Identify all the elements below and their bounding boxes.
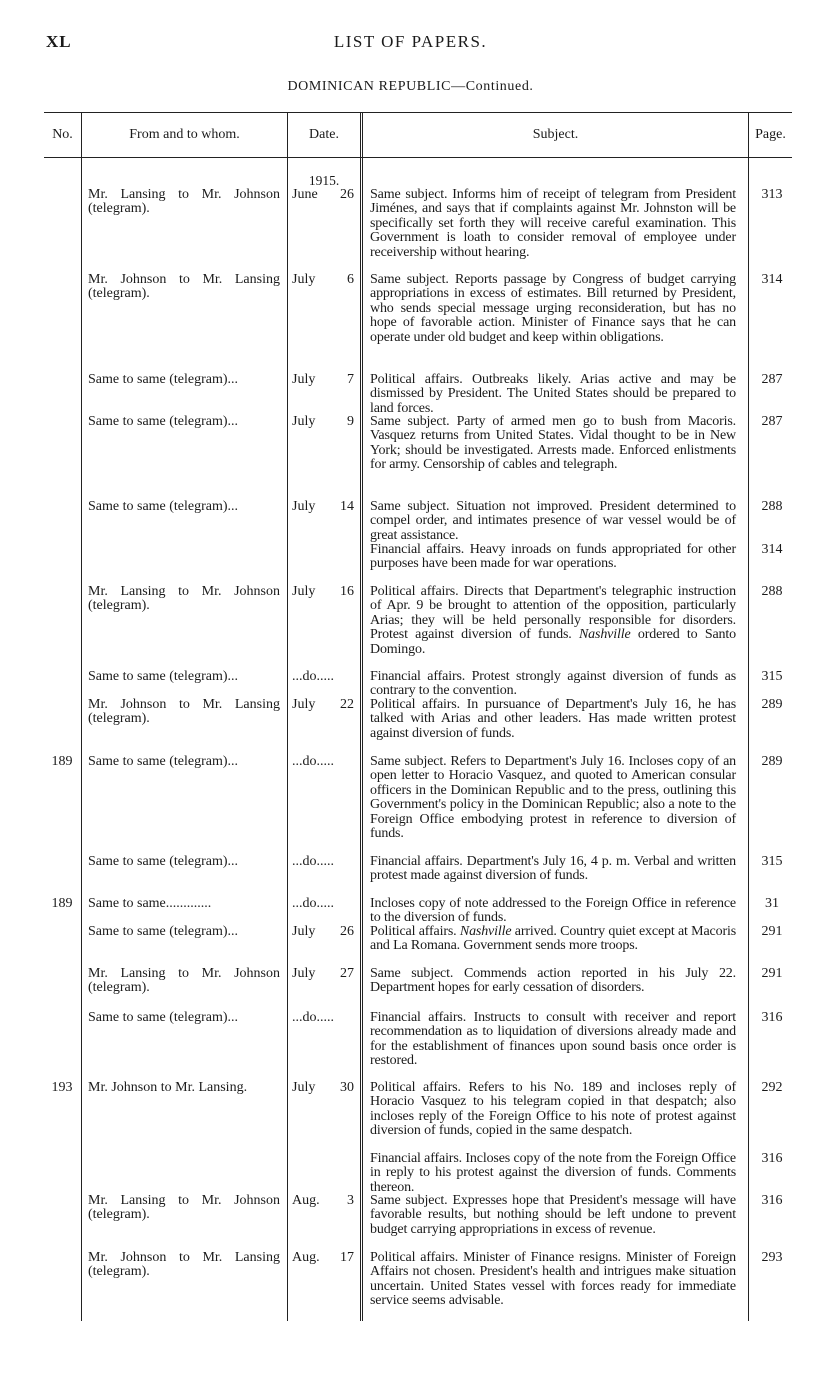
row-subject: Financial affairs. Incloses copy of the note from the Foreign Office in reply to his protest against the diversion of funds. Comments thereon. xyxy=(370,1151,736,1195)
row-page: 315 xyxy=(761,669,783,684)
vessel-name: Nashville xyxy=(578,627,631,643)
column-header-from: From and to whom. xyxy=(129,127,240,142)
row-date-month: July xyxy=(292,924,316,939)
row-from-to: Mr. Lansing to Mr. Johnson (telegram). xyxy=(88,966,280,996)
row-from-to: Mr. Lansing to Mr. Johnson (telegram). xyxy=(88,1193,280,1223)
row-subject: Political affairs. Refers to his No. 189 and incloses reply of Horacio Vasquez to his telegram copied in that despatch; also incloses reply of the Foreign Office to his note of protest against diversion of funds, copied in the same despatch. xyxy=(370,1080,736,1139)
page-number-roman: XL xyxy=(46,32,72,51)
row-page: 314 xyxy=(761,272,783,287)
row-from-to: Same to same (telegram)... xyxy=(88,414,239,429)
row-page: 315 xyxy=(761,854,783,869)
row-date-month: ...do..... xyxy=(292,754,334,769)
column-divider xyxy=(748,113,749,1321)
year-label: 1915. xyxy=(308,173,340,188)
column-header-subject: Subject. xyxy=(532,127,579,142)
row-date-day: 7 xyxy=(347,372,354,387)
row-date-month: July xyxy=(292,272,316,287)
row-from-to: Same to same (telegram)... xyxy=(88,669,239,684)
row-date xyxy=(292,925,354,939)
row-date-month: ...do..... xyxy=(292,669,334,684)
row-subject: Same subject. Informs him of receipt of telegram from President Jiménes, and says that if complaints against Mr. Johnston will be specifically set forth they will receive careful examination. This Government is loath to consider removal of employee under receivership without hearing. xyxy=(370,187,736,260)
row-date xyxy=(292,500,354,514)
row-page: 287 xyxy=(761,372,783,387)
row-page: 289 xyxy=(761,697,783,712)
row-date xyxy=(292,1081,354,1095)
column-divider xyxy=(360,113,361,1321)
row-subject: Same subject. Party of armed men go to bush from Macoris. Vasquez returns from United States. Vidal thought to be in New York; should be investigated. Arrests made. Enforced enlistments for army. Censorship of cables and telegraph. xyxy=(370,414,736,473)
table-header-rule xyxy=(44,157,792,158)
row-from-to: Mr. Johnson to Mr. Lansing (telegram). xyxy=(88,697,280,727)
row-date-month: July xyxy=(292,414,316,429)
row-date xyxy=(292,188,354,202)
row-date xyxy=(292,415,354,429)
row-date-day: 27 xyxy=(340,966,354,981)
row-date-month: Aug. xyxy=(292,1193,320,1208)
row-subject: Financial affairs. Heavy inroads on funds appropriated for other purposes have been made for war operations. xyxy=(370,542,736,572)
row-number: 189 xyxy=(51,896,73,911)
row-date-day: 14 xyxy=(340,499,354,514)
row-page: 316 xyxy=(761,1010,783,1025)
row-subject: Same subject. Commends action reported in his July 22. Department hopes for early cessation of disorders. xyxy=(370,966,736,996)
row-page: 314 xyxy=(761,542,783,557)
row-date-day: 17 xyxy=(340,1250,354,1265)
row-from-to: Same to same (telegram)... xyxy=(88,754,239,769)
row-date-month: June xyxy=(292,187,318,202)
row-date-day: 6 xyxy=(347,272,354,287)
row-subject: Same subject. Reports passage by Congress of budget carrying appropriations in excess of estimates. Bill returned by President, who sends special message urging reconsideration, but has no hope of favorable action. Minister of Finance says that he can operate under old budget and keep within obligations. xyxy=(370,272,736,345)
row-subject xyxy=(370,585,736,657)
row-date xyxy=(292,670,354,684)
row-subject: Financial affairs. Instructs to consult with receiver and report recommendation as to liquidation of diversions already made and for the establishment of finances upon sound basis once order is restored. xyxy=(370,1010,736,1069)
row-date-day: 3 xyxy=(347,1193,354,1208)
column-divider xyxy=(362,113,363,1321)
row-from-to: Same to same (telegram)... xyxy=(88,924,239,939)
row-page: 291 xyxy=(761,924,783,939)
row-subject-text: Political affairs. Directs that Department's telegraphic instruction of Apr. 9 be brought to attention of the opposition, particularly Arias; they will be held personally responsible for disorders. Protest against diversion of funds. xyxy=(370,584,736,643)
row-subject-text: Political affairs. xyxy=(370,924,460,939)
row-date xyxy=(292,373,354,387)
page-header xyxy=(0,32,821,56)
row-date-month: July xyxy=(292,584,316,599)
row-number: 193 xyxy=(51,1080,73,1095)
row-from-to: Mr. Lansing to Mr. Johnson (telegram). xyxy=(88,584,280,614)
row-date-month: ...do..... xyxy=(292,1010,334,1025)
row-date xyxy=(292,585,354,599)
vessel-name: Nashville xyxy=(459,924,512,939)
row-date xyxy=(292,698,354,712)
column-header-date: Date. xyxy=(309,127,339,142)
row-date-month: Aug. xyxy=(292,1250,320,1265)
row-from-to: Same to same (telegram)... xyxy=(88,1010,239,1025)
row-from-to: Same to same............. xyxy=(88,896,212,911)
row-date-day: 16 xyxy=(340,584,354,599)
row-subject-text: ordered to Santo Domingo. xyxy=(370,627,736,657)
row-page: 31 xyxy=(765,896,779,911)
row-page: 316 xyxy=(761,1193,783,1208)
column-divider xyxy=(81,113,82,1321)
column-divider xyxy=(287,113,288,1321)
row-date xyxy=(292,273,354,287)
row-page: 289 xyxy=(761,754,783,769)
row-number: 189 xyxy=(51,754,73,769)
row-date xyxy=(292,1251,354,1265)
row-subject: Same subject. Situation not improved. President determined to compel order, and intimates presence of war vessel would be of great assistance. xyxy=(370,499,736,543)
row-page: 292 xyxy=(761,1080,783,1095)
row-from-to: Mr. Lansing to Mr. Johnson (telegram). xyxy=(88,187,280,217)
section-title: DOMINICAN REPUBLIC—Continued. xyxy=(287,79,534,94)
row-date-month: July xyxy=(292,966,316,981)
row-date xyxy=(292,855,354,869)
column-header-page: Page. xyxy=(755,127,786,142)
row-from-to: Same to same (telegram)... xyxy=(88,372,239,387)
page-title: LIST OF PAPERS. xyxy=(333,32,488,51)
row-subject: Same subject. Expresses hope that President's message will have favorable results, but nothing should be left undone to prevent budget carrying appropriations in excess of revenue. xyxy=(370,1193,736,1237)
row-date-day: 26 xyxy=(340,187,354,202)
row-date-month: July xyxy=(292,499,316,514)
row-from-to: Mr. Johnson to Mr. Lansing (telegram). xyxy=(88,272,280,302)
row-date xyxy=(292,1194,354,1208)
row-subject: Political affairs. In pursuance of Department's July 16, he has talked with Arias and other leaders. Has made written protest against diversion of funds. xyxy=(370,697,736,741)
row-date xyxy=(292,1011,354,1025)
row-date xyxy=(292,967,354,981)
row-subject: Political affairs. Outbreaks likely. Arias active and may be dismissed by President. The United States should be prepared to land forces. xyxy=(370,372,736,416)
row-subject: Political affairs. Minister of Finance resigns. Minister of Foreign Affairs not chosen. President's health and intrigues make situation uncertain. United States vessel with forces ready for immediate service seems advisable. xyxy=(370,1250,736,1309)
row-date-month: July xyxy=(292,1080,316,1095)
row-page: 288 xyxy=(761,584,783,599)
row-subject: Financial affairs. Department's July 16, 4 p. m. Verbal and written protest made against diversion of funds. xyxy=(370,854,736,884)
row-date-month: July xyxy=(292,372,316,387)
row-date-day: 30 xyxy=(340,1080,354,1095)
row-subject: Incloses copy of note addressed to the Foreign Office in reference to the diversion of funds. xyxy=(370,896,736,926)
row-from-to: Same to same (telegram)... xyxy=(88,499,239,514)
row-from-to: Mr. Johnson to Mr. Lansing. xyxy=(88,1080,248,1095)
row-date-day: 26 xyxy=(340,924,354,939)
row-date-month: July xyxy=(292,697,316,712)
row-subject: Financial affairs. Protest strongly against diversion of funds as contrary to the convention. xyxy=(370,669,736,699)
row-subject-text: arrived. Country quiet except at Macoris and La Romana. Government sends more troops. xyxy=(370,924,736,954)
row-page: 287 xyxy=(761,414,783,429)
row-date-month: ...do..... xyxy=(292,896,334,911)
row-page: 291 xyxy=(761,966,783,981)
row-date-month: ...do..... xyxy=(292,854,334,869)
row-subject xyxy=(370,925,736,954)
row-page: 313 xyxy=(761,187,783,202)
row-date xyxy=(292,755,354,769)
row-date-day: 9 xyxy=(347,414,354,429)
row-from-to: Same to same (telegram)... xyxy=(88,854,239,869)
row-page: 316 xyxy=(761,1151,783,1166)
row-page: 288 xyxy=(761,499,783,514)
row-page: 293 xyxy=(761,1250,783,1265)
row-from-to: Mr. Johnson to Mr. Lansing (telegram). xyxy=(88,1250,280,1280)
row-subject: Same subject. Refers to Department's July 16. Incloses copy of an open letter to Horacio Vasquez, and quoted to American consular officers in the Dominican Republic and to the press, outlining this Government's policy in the Dominican Republic; also a note to the Foreign Office embodying protest in reference to diversion of funds. xyxy=(370,754,736,842)
row-date xyxy=(292,897,354,911)
table-top-rule xyxy=(44,112,792,113)
column-header-no: No. xyxy=(52,127,73,142)
row-date-day: 22 xyxy=(340,697,354,712)
